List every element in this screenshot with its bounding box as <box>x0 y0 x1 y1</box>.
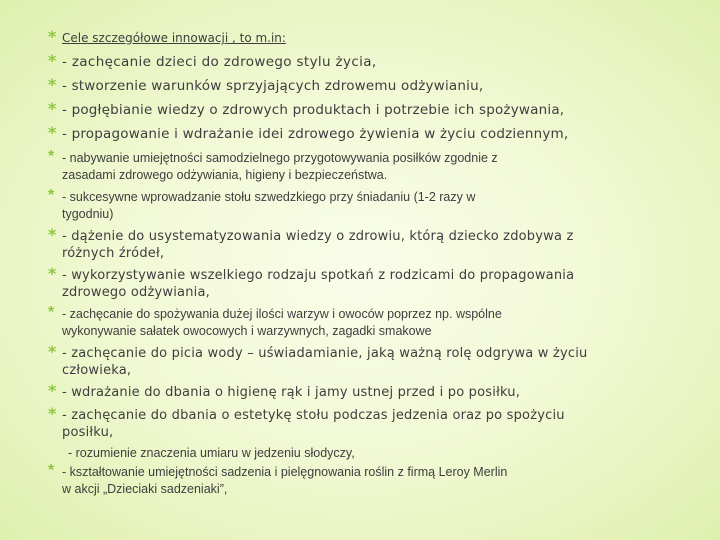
list-item <box>48 306 678 340</box>
list-item-text: - zachęcanie do dbania o estetykę stołu podczas jedzenia oraz po spożyciu <box>62 408 565 423</box>
list-item <box>48 123 678 143</box>
list-item <box>48 150 678 184</box>
bullet-icon: * <box>48 462 55 479</box>
bullet-icon: * <box>48 187 55 204</box>
list-item-text: - stworzenie warunków sprzyjających zdrowemu odżywianiu, <box>62 78 484 94</box>
list-item <box>48 189 678 223</box>
list-item-continuation: zdrowego odżywiania, <box>62 285 210 300</box>
list-item <box>48 464 678 498</box>
list-item <box>48 404 678 441</box>
bullet-icon: * <box>48 27 57 46</box>
list-item-text: - propagowanie i wdrażanie idei zdrowego żywienia w życiu codziennym, <box>62 126 569 142</box>
list-item-continuation: posiłku, <box>62 425 114 440</box>
list-item <box>48 75 678 95</box>
bullet-list <box>48 27 678 505</box>
list-item-continuation: tygodniu) <box>62 207 114 221</box>
list-item-text: - dążenie do usystematyzowania wiedzy o zdrowiu, którą dziecko zdobywa z <box>62 229 574 244</box>
bullet-icon: * <box>48 75 57 94</box>
list-item <box>48 225 678 262</box>
list-item <box>48 51 678 71</box>
bullet-icon: * <box>48 148 55 165</box>
list-item-continuation: różnych źródeł, <box>62 246 165 261</box>
list-item <box>48 99 678 119</box>
list-item-text: - wdrażanie do dbania o higienę rąk i jamy ustnej przed i po posiłku, <box>62 385 521 400</box>
list-item <box>48 381 678 401</box>
bullet-icon: * <box>48 404 57 423</box>
list-item-text: - zachęcanie do picia wody – uświadamianie, jaką ważną rolę odgrywa w życiu <box>62 346 588 361</box>
list-item <box>48 264 678 301</box>
list-item-continuation: wykonywanie sałatek owocowych i warzywnych, zagadki smakowe <box>62 324 432 338</box>
bullet-icon: * <box>48 123 57 142</box>
bullet-icon: * <box>48 225 57 244</box>
bullet-icon: * <box>48 264 57 283</box>
heading-text: Cele szczegółowe innowacji , to m.in: <box>62 31 286 45</box>
list-item-text: - kształtowanie umiejętności sadzenia i pielęgnowania roślin z firmą Leroy Merlin <box>62 465 508 479</box>
list-item-text: - pogłębianie wiedzy o zdrowych produktach i potrzebie ich spożywania, <box>62 102 565 118</box>
list-item-continuation: w akcji „Dzieciaki sadzeniaki”, <box>62 482 228 496</box>
list-item-text: - zachęcanie dzieci do zdrowego stylu życia, <box>62 54 377 70</box>
list-item <box>48 342 678 379</box>
list-item-text: - rozumienie znaczenia umiaru w jedzeniu słodyczy, <box>68 446 355 460</box>
list-item-continuation: zasadami zdrowego odżywiania, higieny i bezpieczeństwa. <box>62 168 388 182</box>
bullet-icon: * <box>48 304 55 321</box>
heading-item <box>48 27 678 47</box>
bullet-icon: * <box>48 381 57 400</box>
list-item-text: - zachęcanie do spożywania dużej ilości warzyw i owoców poprzez np. wspólne <box>62 307 502 321</box>
bullet-icon: * <box>48 342 57 361</box>
list-item-text: - wykorzystywanie wszelkiego rodzaju spotkań z rodzicami do propagowania <box>62 268 575 283</box>
list-item-continuation: człowieka, <box>62 363 132 378</box>
bullet-icon: * <box>48 51 57 70</box>
list-item-text: - sukcesywne wprowadzanie stołu szwedzkiego przy śniadaniu (1-2 razy w <box>62 190 476 204</box>
list-item-unbulleted <box>48 445 678 462</box>
bullet-icon: * <box>48 99 57 118</box>
list-item-text: - nabywanie umiejętności samodzielnego przygotowywania posiłków zgodnie z <box>62 151 498 165</box>
